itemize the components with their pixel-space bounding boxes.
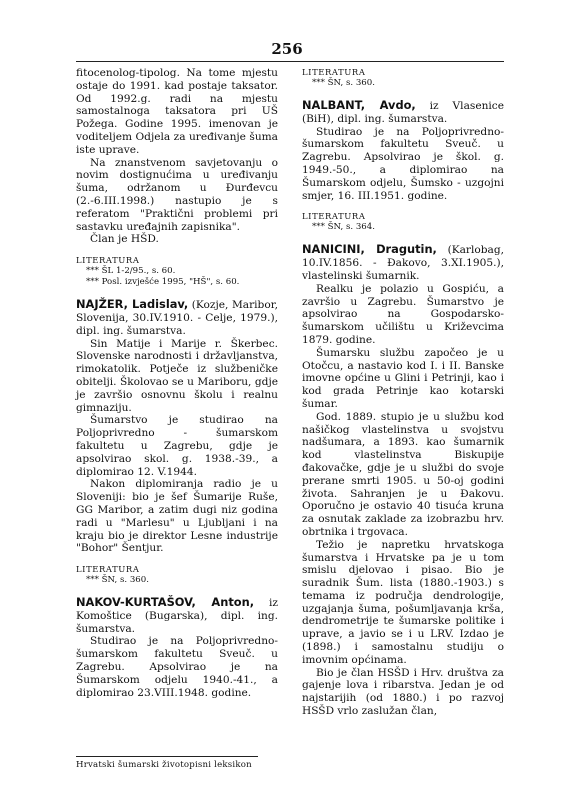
paragraph: Težio je napretku hrvatskoga šumarstva i Hrvatske pa je u tom smislu djelovao i pisao. Bio je suradnik Šum. lista (1880.-1903.) s temama iz područja dendrologije, uzgajanja šuma, pošumljavanja krša, dendrometrije te šumarske politike i uprave, a javio se i u LRV. Izdao je (1898.) i samostalnu studiju o imovnim općinama.: [302, 538, 504, 666]
literature-item: *** ŠN, s. 364.: [312, 222, 375, 233]
entry-details: iz Vlasenice (BiH), dipl. ing. šumarstva.: [302, 100, 504, 125]
literature-heading: LITERATURA: [76, 255, 140, 266]
literature-heading: LITERATURA: [302, 211, 366, 222]
footer-rule: [76, 756, 258, 757]
literature-item: *** Posl. izvješće 1995, "HŠ", s. 60.: [86, 277, 240, 288]
entry-name: NAKOV-KURTAŠOV, Anton,: [76, 595, 255, 610]
paragraph: Bio je član HSŠD i Hrv. društva za gajenje lova i ribarstva. Jedan je od najstarijih (od 1880.) i po razvoj HSŠD vrlo zaslužan član,: [302, 666, 504, 718]
entry-name: NAJŽER, Ladislav,: [76, 297, 189, 312]
left-column: [76, 67, 278, 699]
entry-name: NANICINI, Dragutin,: [302, 242, 437, 257]
entry-details: (Karlobag, 10.IV.1856. - Đakovo, 3.XI.1905.), vlastelinski šumarnik.: [302, 244, 505, 282]
entry-heading-nalbant: [302, 99, 504, 126]
literature-item: *** ŠN, s. 360.: [86, 575, 149, 586]
literature-item: *** ŠN, s. 360.: [312, 78, 375, 88]
paragraph: Sin Matije i Marije r. Škerbec. Slovenske narodnosti i državljanstva, rimokatolik. Potječe iz službeničke obitelji. Školovao se u Mariboru, gdje je završio osnovnu školu i realnu gimnaziju.: [76, 337, 278, 414]
page-number: 256: [271, 40, 303, 58]
paragraph: God. 1889. stupio je u službu kod našičkog vlastelinstva u svojstvu nadšumara, a 1893. kao šumarnik kod vlastelinstva Biskupije đakovačke, gdje je u službi do svoje prerane smrti 1905. u 50-oj godini života. Sahranjen je u Đakovu. Oporučno je ostavio 40 tisuća kruna za osnutak zaklade za izobrazbu hrv. obrtnika i trgovaca.: [302, 410, 504, 538]
header-rule: [76, 61, 504, 62]
paragraph: Nakon diplomiranja radio je u Sloveniji: bio je šef Šumarije Ruše, GG Maribor, a zatim dugi niz godina radi u "Marlesu" u Ljubljani i na kraju bio je direktor Lesne industrije "Bohor" Šentjur.: [76, 478, 278, 555]
right-column: [302, 67, 504, 718]
paragraph: Član je HŠD.: [90, 233, 159, 246]
literature-heading: LITERATURA: [302, 67, 366, 77]
paragraph: Studirao je na Poljoprivredno- šumarskom fakultetu Sveuč. u Zagrebu. Apsolvirao je na Šumarskom odjelu 1940.-41., a diplomirao 23.VIII.1948. godine.: [76, 635, 278, 699]
paragraph: Šumarstvo je studirao na Poljoprivredno - šumarskom fakultetu u Zagrebu, gdje je apsolvirao skol. g. 1938.-39., a diplomirao 12. V.1944.: [76, 414, 278, 478]
paragraph: Realku je polazio u Gospiću, a završio u Zagrebu. Šumarstvo je apsolvirao na Gospodarsko-šumarskom učilištu u Križevcima 1879. godine.: [302, 282, 504, 346]
footer-title: Hrvatski šumarski životopisni leksikon: [76, 760, 252, 770]
entry-name: NALBANT, Avdo,: [302, 98, 416, 112]
paragraph: Na znanstvenom savjetovanju o novim dostignućima u uređivanju šuma, održanom u Đurđevcu (2.-6.III.1998.) nastupio je s referatom "Praktični problemi pri sastavku uređajnih zapisnika".: [76, 156, 278, 233]
paragraph: Šumarsku službu započeo je u Otočcu, a nastavio kod I. i II. Banske imovne općine u Glini i Petrinji, kao i kod grada Petrinje kao kotarski šumar.: [302, 346, 504, 410]
entry-heading-nakov: [76, 596, 278, 635]
entry-details: iz Komoštice (Bugarska), dipl. ing. šumarstva.: [76, 597, 278, 635]
entry-heading-nanicini: [302, 243, 504, 282]
literature-heading: LITERATURA: [76, 564, 140, 575]
entry-heading-najzer: [76, 298, 278, 337]
paragraph: fitocenolog-tipolog. Na tome mjestu ostaje do 1991. kad postaje taksator. Od 1992.g. radi na mjestu samostalnoga taksatora pri UŠ Požega. Godine 1995. imenovan je voditeljem Odjela za uređivanje šuma iste uprave.: [76, 67, 278, 156]
entry-details: (Kozje, Maribor, Slovenija, 30.IV.1910. - Celje, 1979.), dipl. ing. šumarstva.: [76, 299, 278, 337]
literature-item: *** ŠL 1-2/95., s. 60.: [86, 266, 176, 277]
paragraph: Studirao je na Poljoprivredno-šumarskom fakultetu Sveuč. u Zagrebu. Apsolvirao je škol. g. 1949.-50., a diplomirao na Šumarskom odjelu, Šumsko - uzgojni smjer, 16. III.1951. godine.: [302, 125, 504, 202]
